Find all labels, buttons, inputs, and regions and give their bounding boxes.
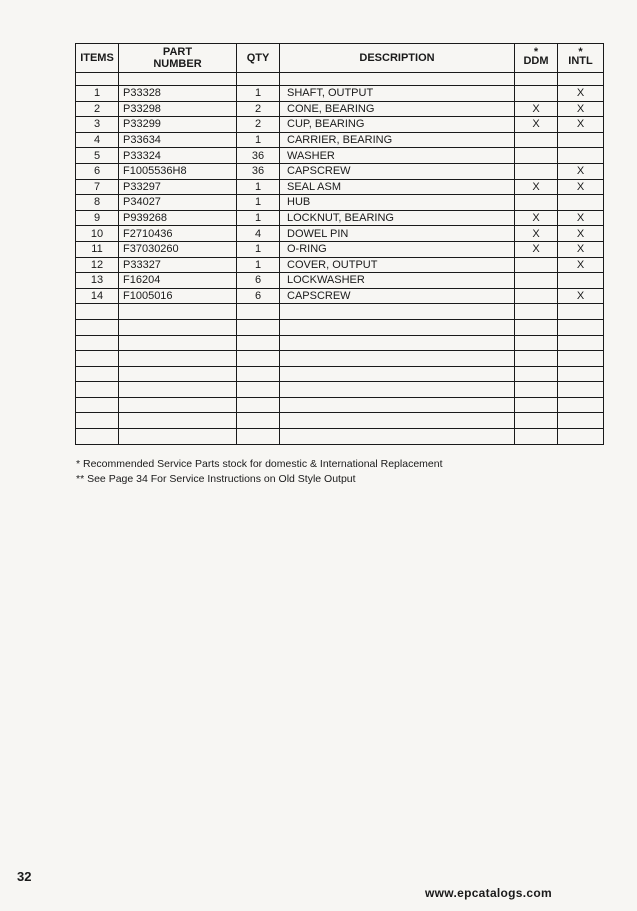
blank-cell xyxy=(237,397,280,413)
parts-table xyxy=(75,43,604,445)
description: SHAFT, OUTPUT xyxy=(280,86,515,102)
intl-mark: X xyxy=(558,257,604,273)
blank-cell xyxy=(76,335,119,351)
ddm-mark: X xyxy=(515,241,558,257)
blank-cell xyxy=(119,351,237,367)
item-number: 14 xyxy=(76,288,119,304)
quantity: 1 xyxy=(237,210,280,226)
item-number: 8 xyxy=(76,195,119,211)
footnote-service-instructions: ** See Page 34 For Service Instructions on Old Style Output xyxy=(76,473,356,485)
ddm-mark xyxy=(515,195,558,211)
description: WASHER xyxy=(280,148,515,164)
table-row xyxy=(76,132,604,148)
quantity: 1 xyxy=(237,257,280,273)
blank-cell xyxy=(237,382,280,398)
intl-mark: X xyxy=(558,163,604,179)
part-number: P33634 xyxy=(119,132,237,148)
blank-row xyxy=(76,319,604,335)
item-number: 13 xyxy=(76,273,119,289)
blank-cell xyxy=(76,366,119,382)
blank-cell xyxy=(76,319,119,335)
item-number: 9 xyxy=(76,210,119,226)
ddm-mark xyxy=(515,273,558,289)
blank-cell xyxy=(558,429,604,445)
item-number: 7 xyxy=(76,179,119,195)
blank-row xyxy=(76,304,604,320)
blank-cell xyxy=(237,413,280,429)
ddm-mark xyxy=(515,148,558,164)
part-number: F37030260 xyxy=(119,241,237,257)
blank-row xyxy=(76,397,604,413)
quantity: 1 xyxy=(237,179,280,195)
blank-cell xyxy=(515,351,558,367)
blank-cell xyxy=(119,304,237,320)
blank-cell xyxy=(237,351,280,367)
quantity: 2 xyxy=(237,101,280,117)
blank-row xyxy=(76,413,604,429)
description: CAPSCREW xyxy=(280,288,515,304)
blank-cell xyxy=(119,429,237,445)
item-number: 11 xyxy=(76,241,119,257)
header-part-number-label: PART NUMBER xyxy=(153,46,202,70)
part-number: P33328 xyxy=(119,86,237,102)
blank-cell xyxy=(76,397,119,413)
quantity: 6 xyxy=(237,273,280,289)
blank-cell xyxy=(280,397,515,413)
header-ddm-mark: * xyxy=(533,46,539,58)
part-number: P33324 xyxy=(119,148,237,164)
ddm-mark xyxy=(515,163,558,179)
part-number: P33297 xyxy=(119,179,237,195)
quantity: 6 xyxy=(237,288,280,304)
ddm-mark: X xyxy=(515,226,558,242)
part-number: P33299 xyxy=(119,117,237,133)
blank-cell xyxy=(76,413,119,429)
blank-row xyxy=(76,335,604,351)
item-number: 12 xyxy=(76,257,119,273)
blank-cell xyxy=(558,366,604,382)
ddm-mark: X xyxy=(515,117,558,133)
table-row xyxy=(76,86,604,102)
header-qty: QTY xyxy=(237,44,280,73)
part-number: P939268 xyxy=(119,210,237,226)
part-number: F1005536H8 xyxy=(119,163,237,179)
part-number: P33327 xyxy=(119,257,237,273)
watermark: www.epcatalogs.com xyxy=(425,886,552,900)
table-row xyxy=(76,101,604,117)
table-row xyxy=(76,241,604,257)
description: HUB xyxy=(280,195,515,211)
table-row xyxy=(76,195,604,211)
part-number: F1005016 xyxy=(119,288,237,304)
intl-mark xyxy=(558,195,604,211)
blank-cell xyxy=(280,335,515,351)
table-header-row xyxy=(76,44,604,73)
header-part-number xyxy=(119,44,237,73)
description: LOCKNUT, BEARING xyxy=(280,210,515,226)
quantity: 1 xyxy=(237,241,280,257)
table-row xyxy=(76,226,604,242)
blank-cell xyxy=(237,304,280,320)
blank-cell xyxy=(515,319,558,335)
blank-cell xyxy=(515,397,558,413)
blank-cell xyxy=(558,335,604,351)
blank-row xyxy=(76,382,604,398)
header-intl-mark: * xyxy=(578,46,583,58)
item-number: 1 xyxy=(76,86,119,102)
blank-cell xyxy=(280,413,515,429)
intl-mark xyxy=(558,132,604,148)
blank-cell xyxy=(558,351,604,367)
header-items: ITEMS xyxy=(76,44,119,73)
blank-cell xyxy=(515,429,558,445)
description: O-RING xyxy=(280,241,515,257)
intl-mark: X xyxy=(558,226,604,242)
table-header-gap xyxy=(76,73,604,86)
blank-cell xyxy=(515,382,558,398)
description: CONE, BEARING xyxy=(280,101,515,117)
blank-cell xyxy=(515,413,558,429)
intl-mark xyxy=(558,148,604,164)
blank-cell xyxy=(515,335,558,351)
table-row xyxy=(76,179,604,195)
blank-row xyxy=(76,351,604,367)
item-number: 3 xyxy=(76,117,119,133)
header-ddm xyxy=(515,44,558,73)
intl-mark xyxy=(558,273,604,289)
intl-mark: X xyxy=(558,117,604,133)
part-number: F16204 xyxy=(119,273,237,289)
blank-cell xyxy=(119,319,237,335)
blank-cell xyxy=(280,382,515,398)
page-number: 32 xyxy=(17,869,32,884)
blank-cell xyxy=(76,304,119,320)
intl-mark: X xyxy=(558,179,604,195)
table-row xyxy=(76,288,604,304)
description: SEAL ASM xyxy=(280,179,515,195)
footnote-recommended: * Recommended Service Parts stock for domestic & International Replacement xyxy=(76,458,443,470)
blank-cell xyxy=(237,366,280,382)
ddm-mark: X xyxy=(515,179,558,195)
blank-cell xyxy=(280,429,515,445)
table-row xyxy=(76,210,604,226)
blank-cell xyxy=(76,429,119,445)
blank-cell xyxy=(558,382,604,398)
part-number: P33298 xyxy=(119,101,237,117)
table-row xyxy=(76,148,604,164)
quantity: 1 xyxy=(237,86,280,102)
blank-cell xyxy=(237,335,280,351)
description: CARRIER, BEARING xyxy=(280,132,515,148)
quantity: 36 xyxy=(237,163,280,179)
blank-cell xyxy=(515,304,558,320)
blank-cell xyxy=(119,413,237,429)
blank-cell xyxy=(515,366,558,382)
blank-cell xyxy=(237,429,280,445)
blank-cell xyxy=(237,319,280,335)
intl-mark: X xyxy=(558,210,604,226)
table-row xyxy=(76,117,604,133)
header-ddm-label: DDM xyxy=(523,55,549,67)
blank-cell xyxy=(119,335,237,351)
quantity: 4 xyxy=(237,226,280,242)
blank-cell xyxy=(280,319,515,335)
ddm-mark: X xyxy=(515,101,558,117)
quantity: 1 xyxy=(237,132,280,148)
blank-row xyxy=(76,429,604,445)
description: DOWEL PIN xyxy=(280,226,515,242)
description: COVER, OUTPUT xyxy=(280,257,515,273)
item-number: 4 xyxy=(76,132,119,148)
blank-cell xyxy=(119,366,237,382)
ddm-mark xyxy=(515,86,558,102)
item-number: 5 xyxy=(76,148,119,164)
blank-cell xyxy=(558,413,604,429)
header-intl xyxy=(558,44,604,73)
blank-cell xyxy=(558,304,604,320)
header-intl-label: INTL xyxy=(568,55,593,67)
intl-mark: X xyxy=(558,101,604,117)
blank-cell xyxy=(119,382,237,398)
blank-cell xyxy=(119,397,237,413)
parts-table-body xyxy=(76,86,604,445)
description: LOCKWASHER xyxy=(280,273,515,289)
blank-cell xyxy=(280,351,515,367)
intl-mark: X xyxy=(558,241,604,257)
blank-cell xyxy=(280,366,515,382)
intl-mark: X xyxy=(558,86,604,102)
blank-cell xyxy=(76,382,119,398)
blank-cell xyxy=(280,304,515,320)
quantity: 1 xyxy=(237,195,280,211)
blank-row xyxy=(76,366,604,382)
quantity: 2 xyxy=(237,117,280,133)
description: CAPSCREW xyxy=(280,163,515,179)
ddm-mark xyxy=(515,257,558,273)
item-number: 6 xyxy=(76,163,119,179)
table-row xyxy=(76,257,604,273)
table-row xyxy=(76,163,604,179)
item-number: 10 xyxy=(76,226,119,242)
part-number: P34027 xyxy=(119,195,237,211)
ddm-mark xyxy=(515,288,558,304)
item-number: 2 xyxy=(76,101,119,117)
ddm-mark xyxy=(515,132,558,148)
header-description: DESCRIPTION xyxy=(280,44,515,73)
blank-cell xyxy=(76,351,119,367)
part-number: F2710436 xyxy=(119,226,237,242)
table-row xyxy=(76,273,604,289)
quantity: 36 xyxy=(237,148,280,164)
blank-cell xyxy=(558,397,604,413)
intl-mark: X xyxy=(558,288,604,304)
blank-cell xyxy=(558,319,604,335)
ddm-mark: X xyxy=(515,210,558,226)
footnotes xyxy=(76,457,443,487)
description: CUP, BEARING xyxy=(280,117,515,133)
